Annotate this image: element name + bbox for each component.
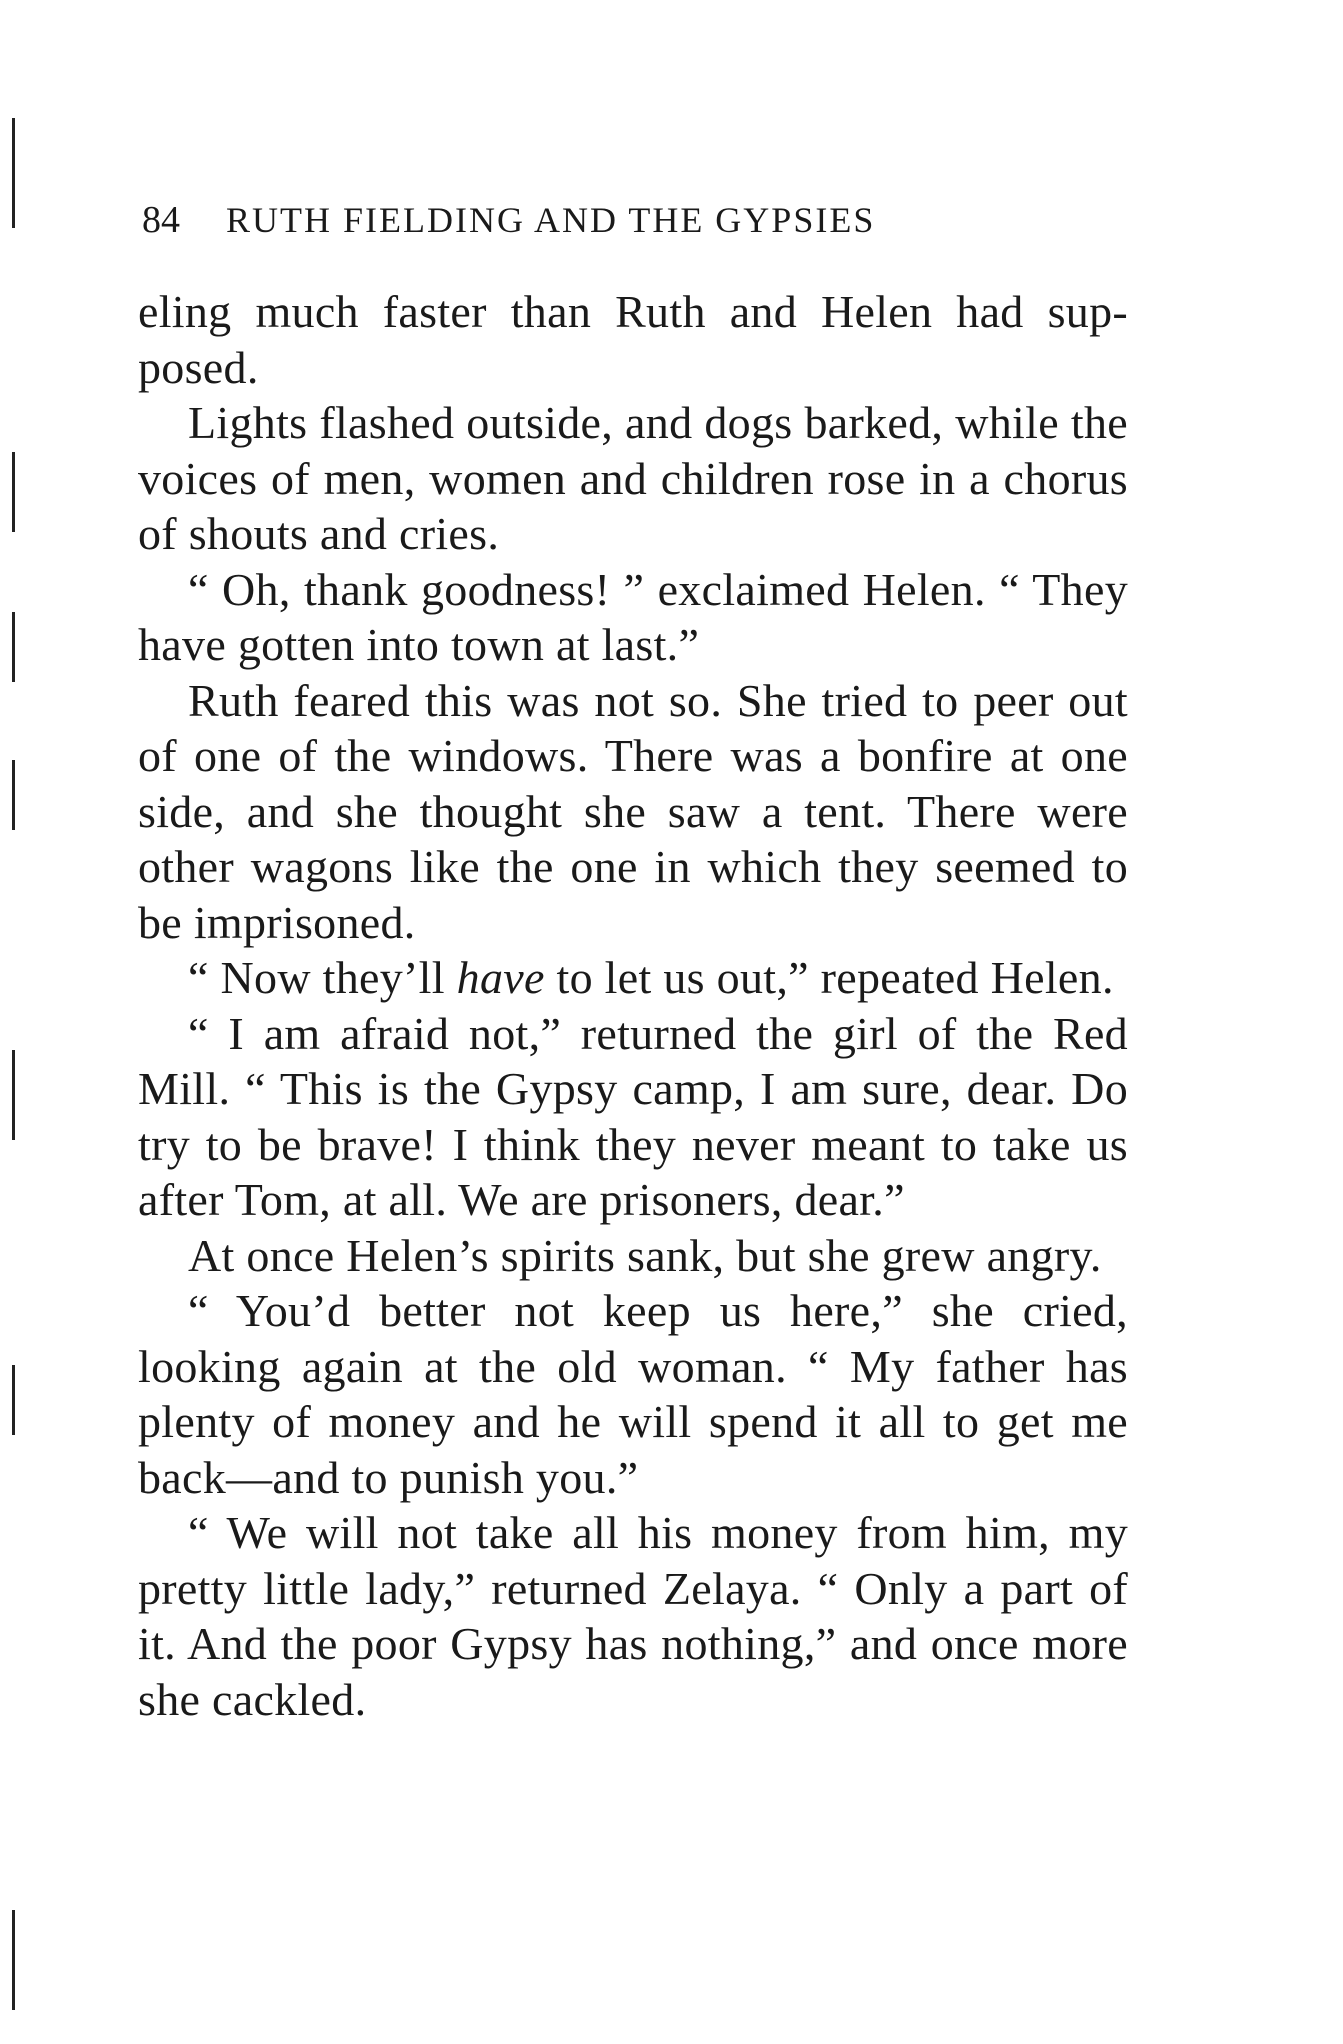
paragraph: “ Oh, thank goodness! ” exclaimed Helen. “ They have gotten into town at last.” xyxy=(138,563,1128,670)
paragraph: Lights flashed outside, and dogs barked, while the voices of men, women and children rose in a chorus of shouts and cries. xyxy=(138,397,1128,559)
paragraph-text: to let us out,” repeated Helen. xyxy=(544,952,1114,1003)
running-header xyxy=(142,198,1142,242)
paragraph-text: “ Now they’ll xyxy=(188,952,457,1003)
scan-edge-mark xyxy=(12,1365,15,1435)
scan-edge-mark xyxy=(12,452,15,532)
scan-edge-mark xyxy=(12,1910,15,2010)
running-title: RUTH FIELDING AND THE GYPSIES xyxy=(226,200,876,240)
emphasized-word: have xyxy=(456,952,545,1003)
paragraph: “ You’d better not keep us here,” she cried, looking again at the old woman. “ My father has plenty of money and he will spend it all to get me back—and to punish you.” xyxy=(138,1285,1128,1503)
paragraph: At once Helen’s spirits sank, but she grew angry. xyxy=(188,1229,1102,1281)
paragraph: eling much faster than Ruth and Helen had sup-posed. xyxy=(138,286,1128,393)
scan-edge-mark xyxy=(12,118,15,228)
page-number: 84 xyxy=(142,199,180,241)
paragraph: “ We will not take all his money from him, my pretty little lady,” returned Zelaya. “ Only a part of it. And the poor Gypsy has nothing,” and once more she cackled. xyxy=(138,1507,1128,1725)
body-text xyxy=(138,284,1128,1727)
paragraph: Ruth feared this was not so. She tried to peer out of one of the windows. There was a bonfire at one side, and she thought she saw a tent. There were other wagons like the one in which they seemed to be imprisoned. xyxy=(138,674,1128,948)
scan-edge-mark xyxy=(12,760,15,830)
paragraph xyxy=(138,950,1128,1006)
scan-edge-mark xyxy=(12,1050,15,1140)
scan-edge-mark xyxy=(12,612,15,682)
paragraph: “ I am afraid not,” returned the girl of the Red Mill. “ This is the Gypsy camp, I am sure, dear. Do try to be brave! I think they never meant to take us after Tom, at all. We are prisoners, dear.” xyxy=(138,1007,1128,1225)
